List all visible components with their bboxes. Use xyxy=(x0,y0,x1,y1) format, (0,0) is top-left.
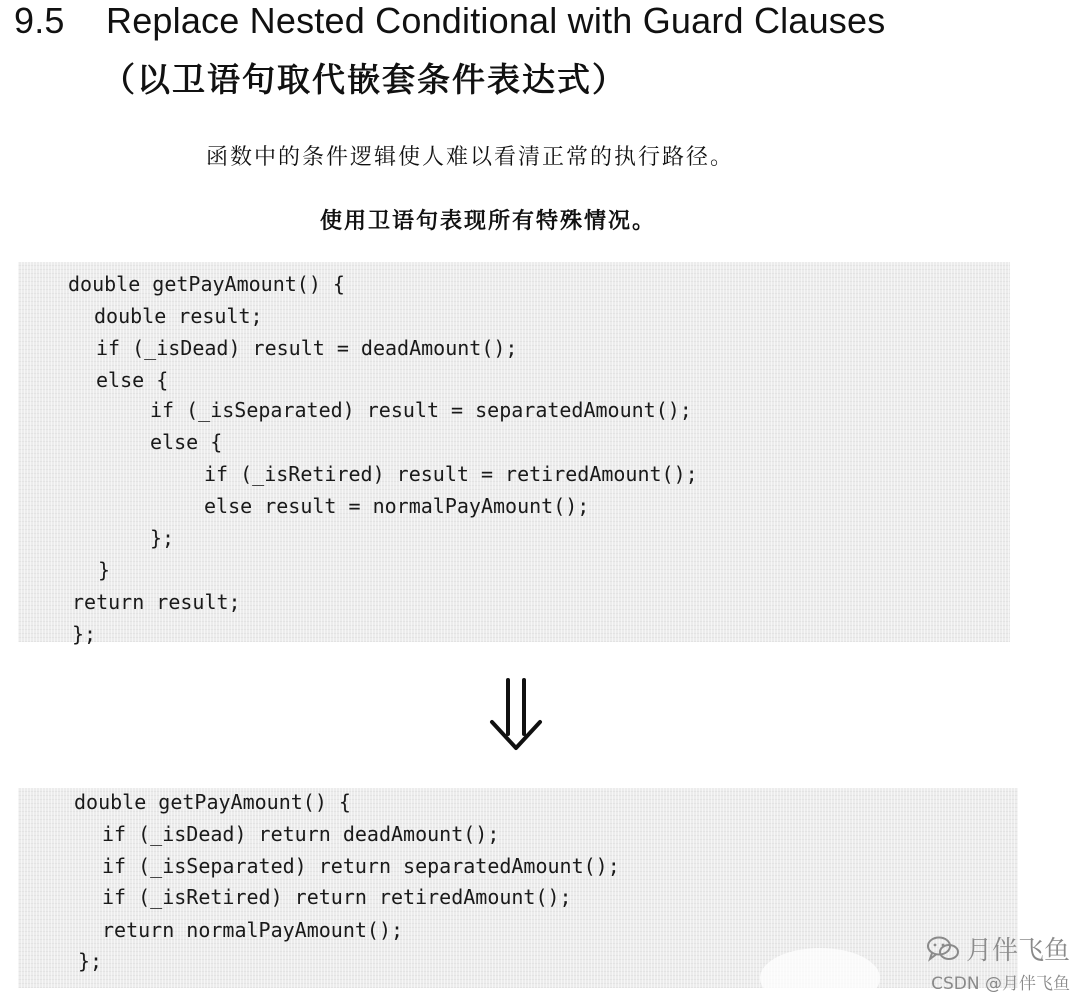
code-line: double result; xyxy=(94,304,263,328)
motivation-text: 函数中的条件逻辑使人难以看清正常的执行路径。 xyxy=(206,145,735,170)
watermark-logo-shape xyxy=(760,948,880,1008)
watermark-account: 月伴飞鱼 xyxy=(965,936,1070,966)
double-down-arrow-icon xyxy=(486,676,546,756)
code-line: if (_isRetired) return retiredAmount(); xyxy=(102,885,572,909)
code-line: else { xyxy=(96,368,169,392)
code-line: if (_isDead) return deadAmount(); xyxy=(102,822,500,846)
watermark xyxy=(926,930,1070,994)
code-line: double getPayAmount() { xyxy=(74,790,351,814)
code-line: if (_isSeparated) return separatedAmount(); xyxy=(102,854,620,878)
code-line: return normalPayAmount(); xyxy=(102,918,404,942)
code-line: }; xyxy=(150,526,175,550)
mechanics-text: 使用卫语句表现所有特殊情况。 xyxy=(320,209,657,234)
wechat-icon xyxy=(926,935,960,963)
section-heading xyxy=(14,0,885,42)
code-line: if (_isDead) result = deadAmount(); xyxy=(96,336,518,360)
code-block-before xyxy=(18,262,1010,646)
code-line: else { xyxy=(150,430,223,454)
section-title-en: Replace Nested Conditional with Guard Clauses xyxy=(106,0,886,41)
section-title-zh: （以卫语句取代嵌套条件表达式） xyxy=(102,60,627,99)
watermark-csdn: CSDN @月伴飞鱼 xyxy=(931,974,1070,994)
code-line: return result; xyxy=(72,590,241,614)
section-number: 9.5 xyxy=(14,0,65,41)
code-line: } xyxy=(98,558,111,582)
code-line: }; xyxy=(78,949,103,973)
code-line: if (_isRetired) result = retiredAmount(); xyxy=(204,462,698,486)
code-line: }; xyxy=(72,622,97,646)
code-block-after xyxy=(18,788,1018,988)
code-line: if (_isSeparated) result = separatedAmount(); xyxy=(150,398,692,422)
watermark-wechat xyxy=(926,930,1070,967)
code-line: else result = normalPayAmount(); xyxy=(204,494,590,518)
code-line: double getPayAmount() { xyxy=(68,272,345,296)
